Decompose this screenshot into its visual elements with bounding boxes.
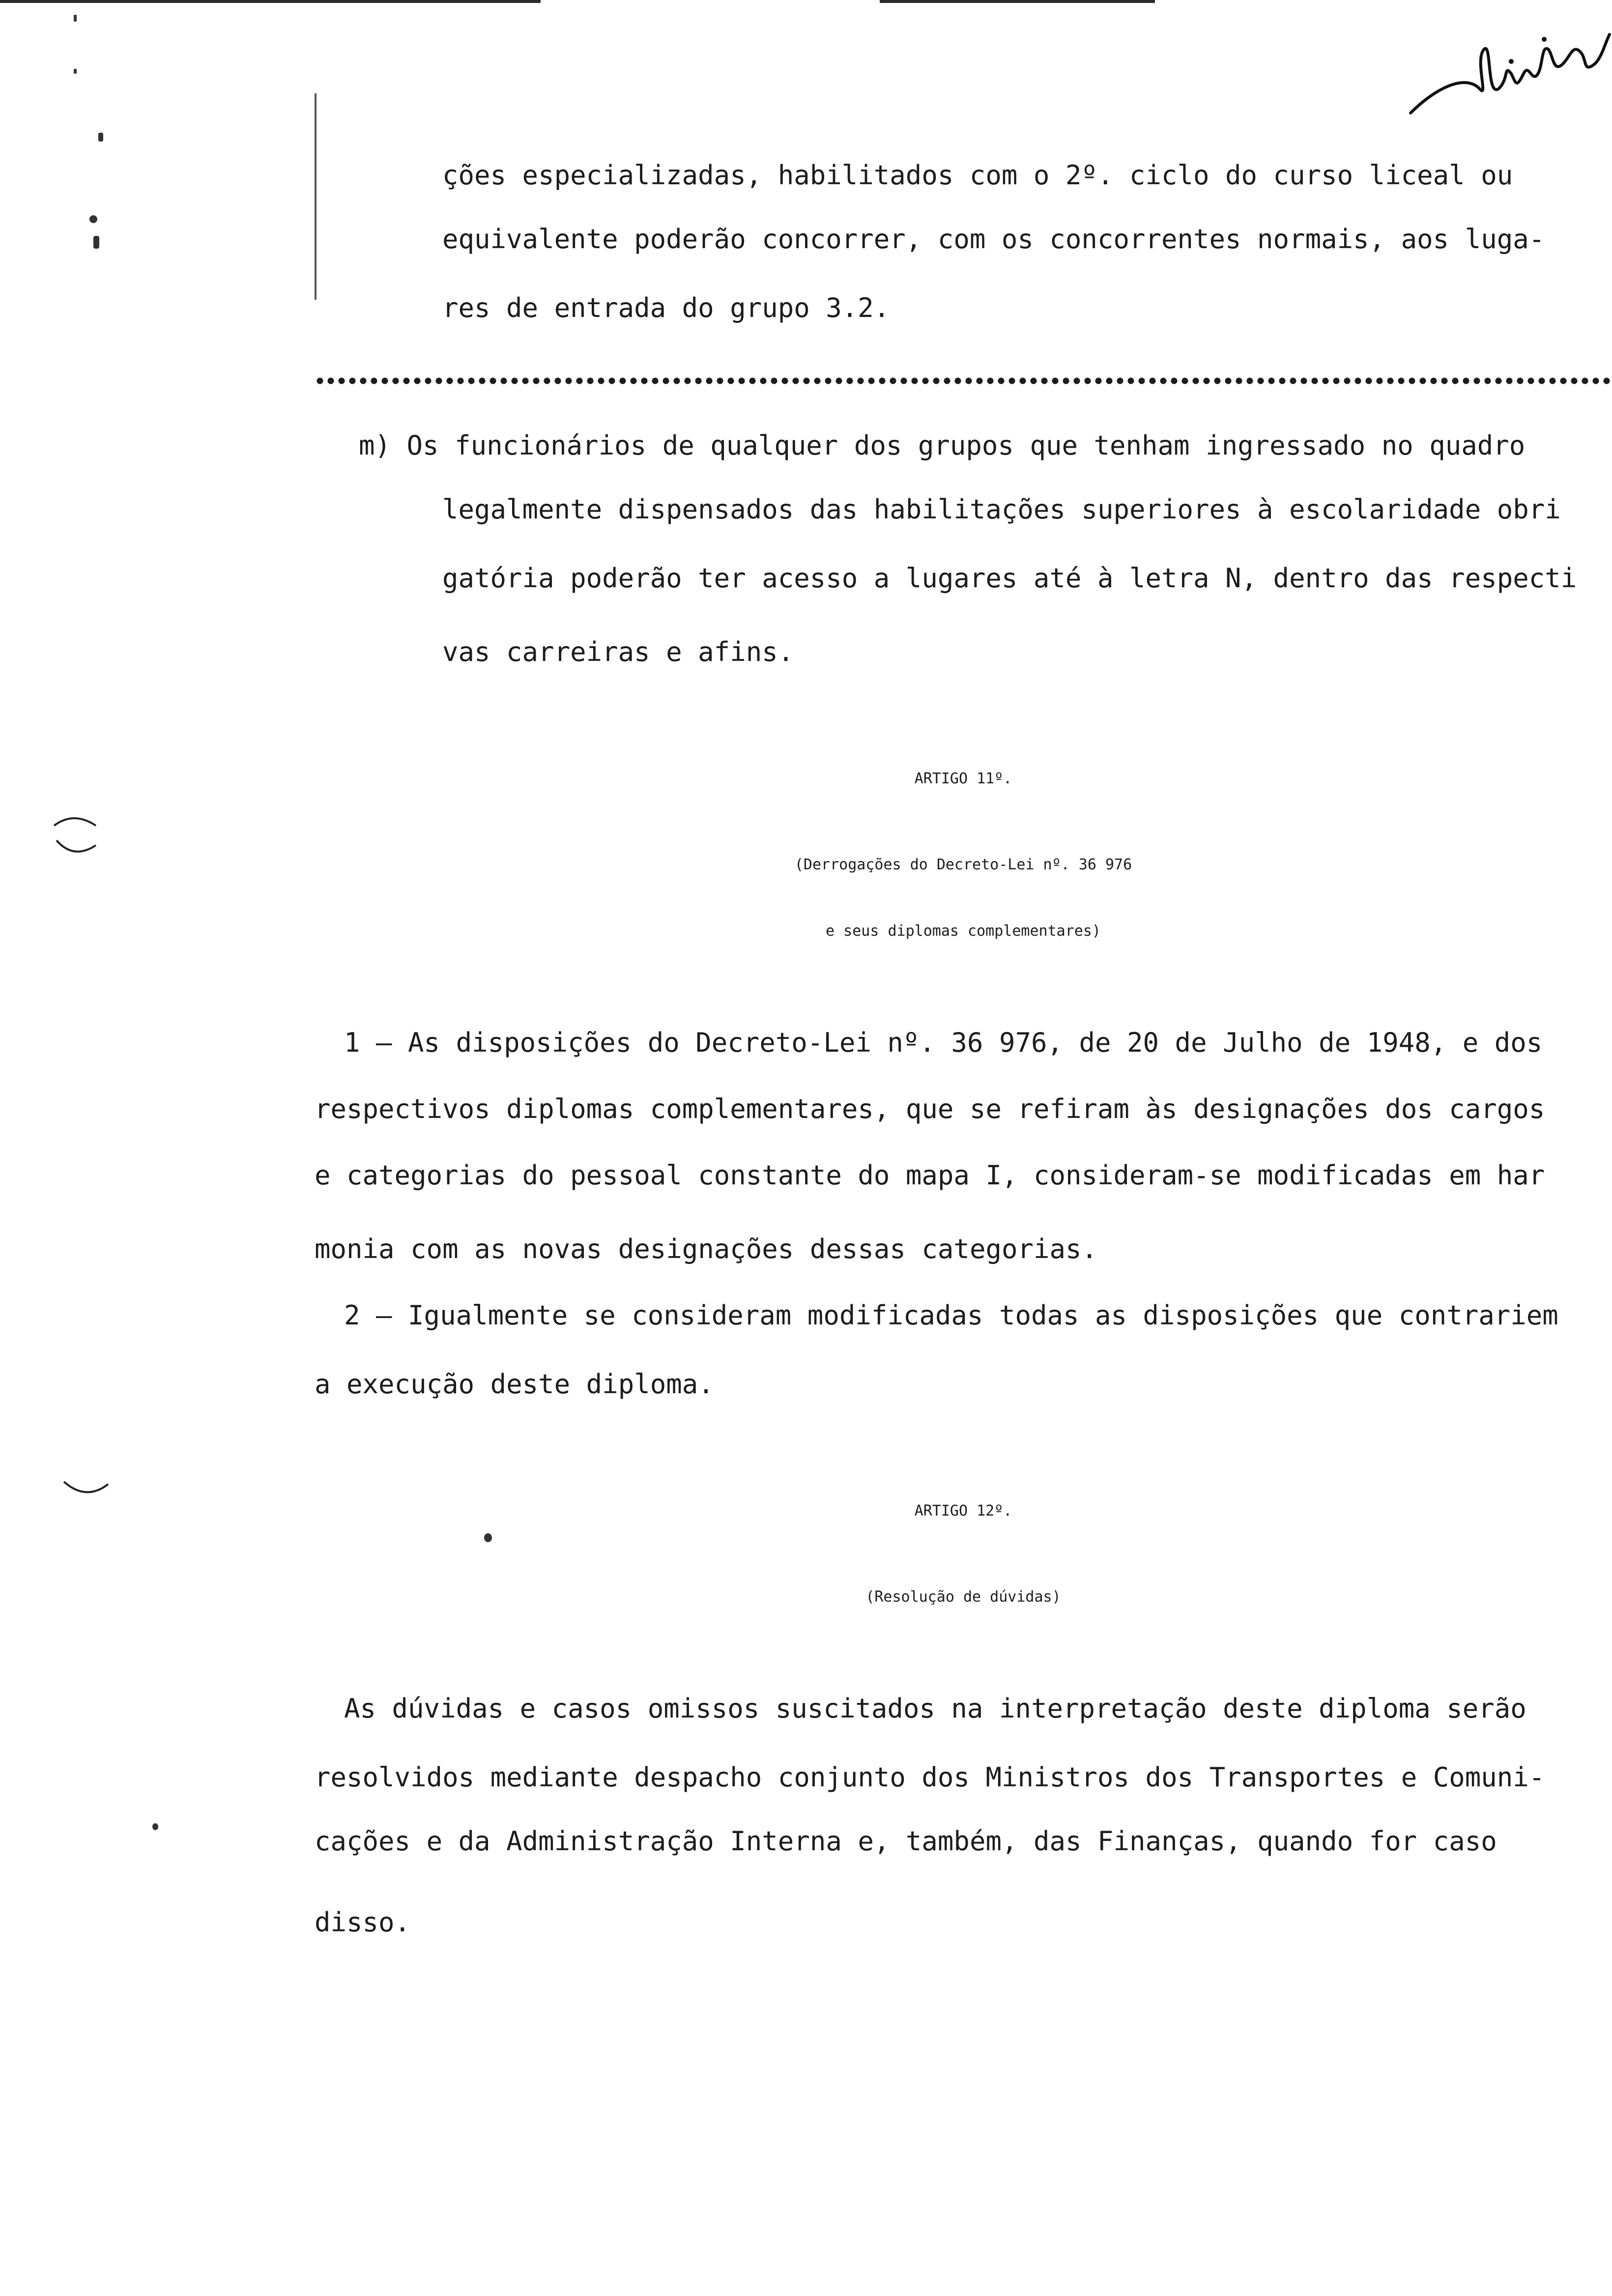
text-line: ções especializadas, habilitados com o 2º. ciclo do curso liceal ou xyxy=(442,160,1513,191)
text-line: vas carreiras e afins. xyxy=(442,636,794,667)
article-heading: ARTIGO 11º. xyxy=(914,770,1012,787)
text-line: legalmente dispensados das habilitações superiores à escolaridade obri xyxy=(442,494,1561,525)
ink-speck xyxy=(93,236,99,249)
text-line: monia com as novas designações dessas categorias. xyxy=(315,1234,1098,1264)
margin-rule xyxy=(315,93,317,300)
text-line: m) Os funcionários de qualquer dos grupos que tenham ingressado no quadro xyxy=(359,430,1526,461)
text-line: respectivos diplomas complementares, que se refiram às designações dos cargos xyxy=(315,1093,1545,1124)
text-line: res de entrada do grupo 3.2. xyxy=(442,292,890,323)
top-rule-right xyxy=(880,0,1155,3)
ink-speck xyxy=(74,69,77,74)
handwritten-signature xyxy=(1406,15,1612,133)
ink-speck xyxy=(152,1823,158,1830)
punch-hole-mark-lower xyxy=(59,1474,113,1504)
article-heading: ARTIGO 12º. xyxy=(914,1502,1012,1520)
article-subtitle: (Resolução de dúvidas) xyxy=(865,1588,1061,1606)
text-line: cações e da Administração Interna e, também, das Finanças, quando for caso xyxy=(315,1826,1497,1857)
ink-speck xyxy=(89,215,97,223)
text-line: 1 — As disposições do Decreto-Lei nº. 36 976, de 20 de Julho de 1948, e dos xyxy=(344,1027,1543,1058)
ink-speck xyxy=(484,1533,492,1542)
punch-hole-mark-upper xyxy=(49,806,103,865)
ink-speck xyxy=(98,133,103,142)
ink-speck xyxy=(74,15,77,22)
text-line: 2 — Igualmente se consideram modificadas todas as disposições que contrariem xyxy=(344,1300,1558,1331)
text-line: equivalente poderão concorrer, com os concorrentes normais, aos luga- xyxy=(442,224,1545,255)
article-subtitle: e seus diplomas complementares) xyxy=(826,922,1101,940)
text-line: a execução deste diploma. xyxy=(315,1369,714,1400)
top-rule-left xyxy=(0,0,541,3)
text-line: As dúvidas e casos omissos suscitados na interpretação deste diploma serão xyxy=(344,1693,1526,1724)
text-line: gatória poderão ter acesso a lugares até à letra N, dentro das respecti xyxy=(442,563,1577,594)
text-line: resolvidos mediante despacho conjunto dos Ministros dos Transportes e Comuni- xyxy=(315,1762,1545,1793)
dotted-separator xyxy=(315,377,1612,384)
text-line: e categorias do pessoal constante do mapa I, consideram-se modificadas em har xyxy=(315,1160,1545,1191)
article-subtitle: (Derrogações do Decreto-Lei nº. 36 976 xyxy=(794,856,1132,873)
text-line: disso. xyxy=(315,1907,411,1938)
